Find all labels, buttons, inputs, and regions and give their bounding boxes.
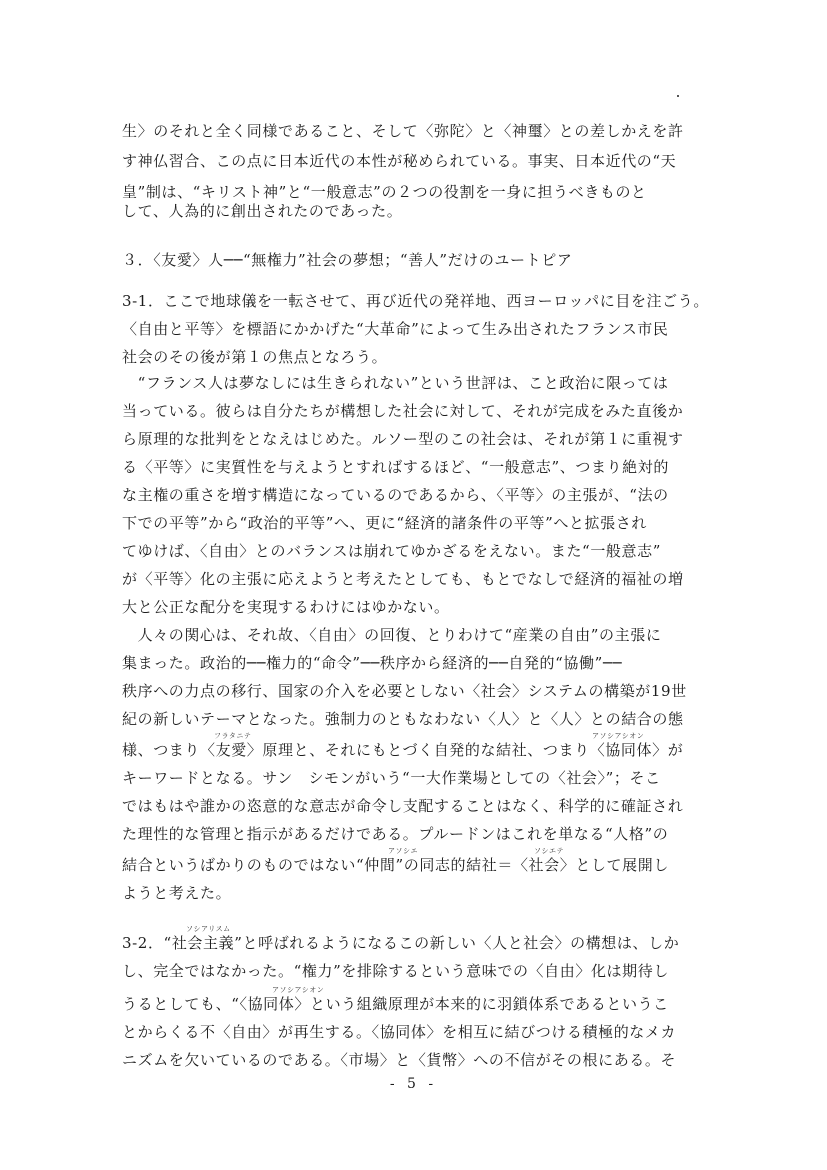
text-line: 皇”制は、“キリスト神”と“一般意志”の２つの役割を一身に担うべきものと bbox=[122, 183, 647, 201]
text-line: して、人為的に創出されたのであった。 bbox=[122, 202, 403, 220]
ruby-annotation: フラタニテ bbox=[214, 732, 252, 740]
text-line: うるとしても、“〈協同体〉という組織原理が本来的に羽鎖体系であるというこ bbox=[122, 995, 669, 1013]
text-line: た理性的な管理と指示があるだけである。プルードンはこれを単なる“人格”の bbox=[122, 825, 669, 843]
text-line: し、完全ではなかった。“権力”を排除するという意味での〈自由〉化は期待し bbox=[122, 962, 669, 980]
page-number: - 5 - bbox=[389, 1076, 438, 1092]
section-heading: ３．〈友愛〉人──“無権力”社会の夢想；“善人”だけのユートピア bbox=[122, 251, 573, 269]
text-line: 秩序への力点の移行、国家の介入を必要としない〈社会〉システムの構築が19世 bbox=[122, 682, 687, 700]
text-line: ではもはや誰かの恣意的な意志が命令し支配することはなく、科学的に確証され bbox=[122, 797, 684, 815]
text-line: 生〉のそれと全く同様であること、そして〈弥陀〉と〈神璽〉との差しかえを許 bbox=[122, 122, 684, 140]
text-line: 様、つまり〈友愛〉原理と、それにもとづく自発的な結社、つまり〈協同体〉が bbox=[122, 741, 684, 759]
text-line: 3-2．“社会主義”と呼ばれるようになるこの新しい〈人と社会〉の構想は、しか bbox=[122, 934, 680, 952]
text-line: とからくる不〈自由〉が再生する。〈協同体〉を相互に結びつける積極的なメカ bbox=[122, 1023, 677, 1041]
text-line: てゆけば、〈自由〉とのバランスは崩れてゆかざるをえない。また“一般意志” bbox=[122, 542, 661, 560]
text-line: す神仏習合、この点に日本近代の本性が秘められている。事実、日本近代の“天 bbox=[122, 152, 677, 170]
text-line: 〈自由と平等〉を標語にかかげた“大革命”によって生み出されたフランス市民 bbox=[122, 320, 669, 338]
text-line: 社会のその後が第１の焦点となろう。 bbox=[122, 348, 388, 366]
ruby-annotation: アソシエ bbox=[388, 847, 418, 855]
text-line: キーワードとなる。サン シモンがいう“一大作業場としての〈社会〉”；そこ bbox=[122, 769, 661, 787]
ruby-annotation: ソシアリスム bbox=[186, 925, 231, 933]
text-line: ようと考えた。 bbox=[122, 884, 232, 902]
ruby-annotation: ソシエテ bbox=[534, 847, 564, 855]
text-line: 集まった。政治的──権力的“命令”──秩序から経済的──自発的“協働”── bbox=[122, 654, 623, 672]
text-line: 当っている。彼らは自分たちが構想した社会に対して、それが完成をみた直後か bbox=[122, 402, 684, 420]
text-line: 3-1．ここで地球儀を一転させて、再び近代の発祥地、西ヨーロッパに目を注ごう。 bbox=[122, 292, 709, 310]
text-line: が〈平等〉化の主張に応えようと考えたとしても、もとでなしで経済的福祉の増 bbox=[122, 570, 684, 588]
text-line: る〈平等〉に実質性を与えようとすればするほど、“一般意志”、つまり絶対的 bbox=[122, 458, 669, 476]
ruby-annotation: アソシアシオン bbox=[272, 986, 325, 994]
text-line: 人々の関心は、それ故、〈自由〉の回復、とりわけて“産業の自由”の主張に bbox=[122, 626, 662, 644]
scan-speck bbox=[677, 95, 679, 97]
ruby-annotation: アソシアシオン bbox=[592, 732, 645, 740]
text-line: 大と公正な配分を実現するわけにはゆかない。 bbox=[122, 598, 450, 616]
text-line: 紀の新しいテーマとなった。強制力のともなわない〈人〉と〈人〉との結合の態 bbox=[122, 710, 684, 728]
text-line: ら原理的な批判をとなえはじめた。ルソー型のこの社会は、それが第１に重視す bbox=[122, 430, 684, 448]
text-line: ニズムを欠いているのである。〈市場〉と〈貨幣〉への不信がその根にある。そ bbox=[122, 1051, 677, 1069]
text-line: 下での平等”から“政治的平等”へ、更に“経済的諸条件の平等”へと拡張され bbox=[122, 514, 647, 532]
text-line: “フランス人は夢なしには生きられない”という世評は、こと政治に限っては bbox=[122, 374, 669, 392]
text-line: な主権の重さを増す構造になっているのであるから、〈平等〉の主張が、“法の bbox=[122, 486, 669, 504]
text-line: 結合というばかりのものではない“仲間”の同志的結社＝〈社会〉として展開し bbox=[122, 856, 669, 874]
